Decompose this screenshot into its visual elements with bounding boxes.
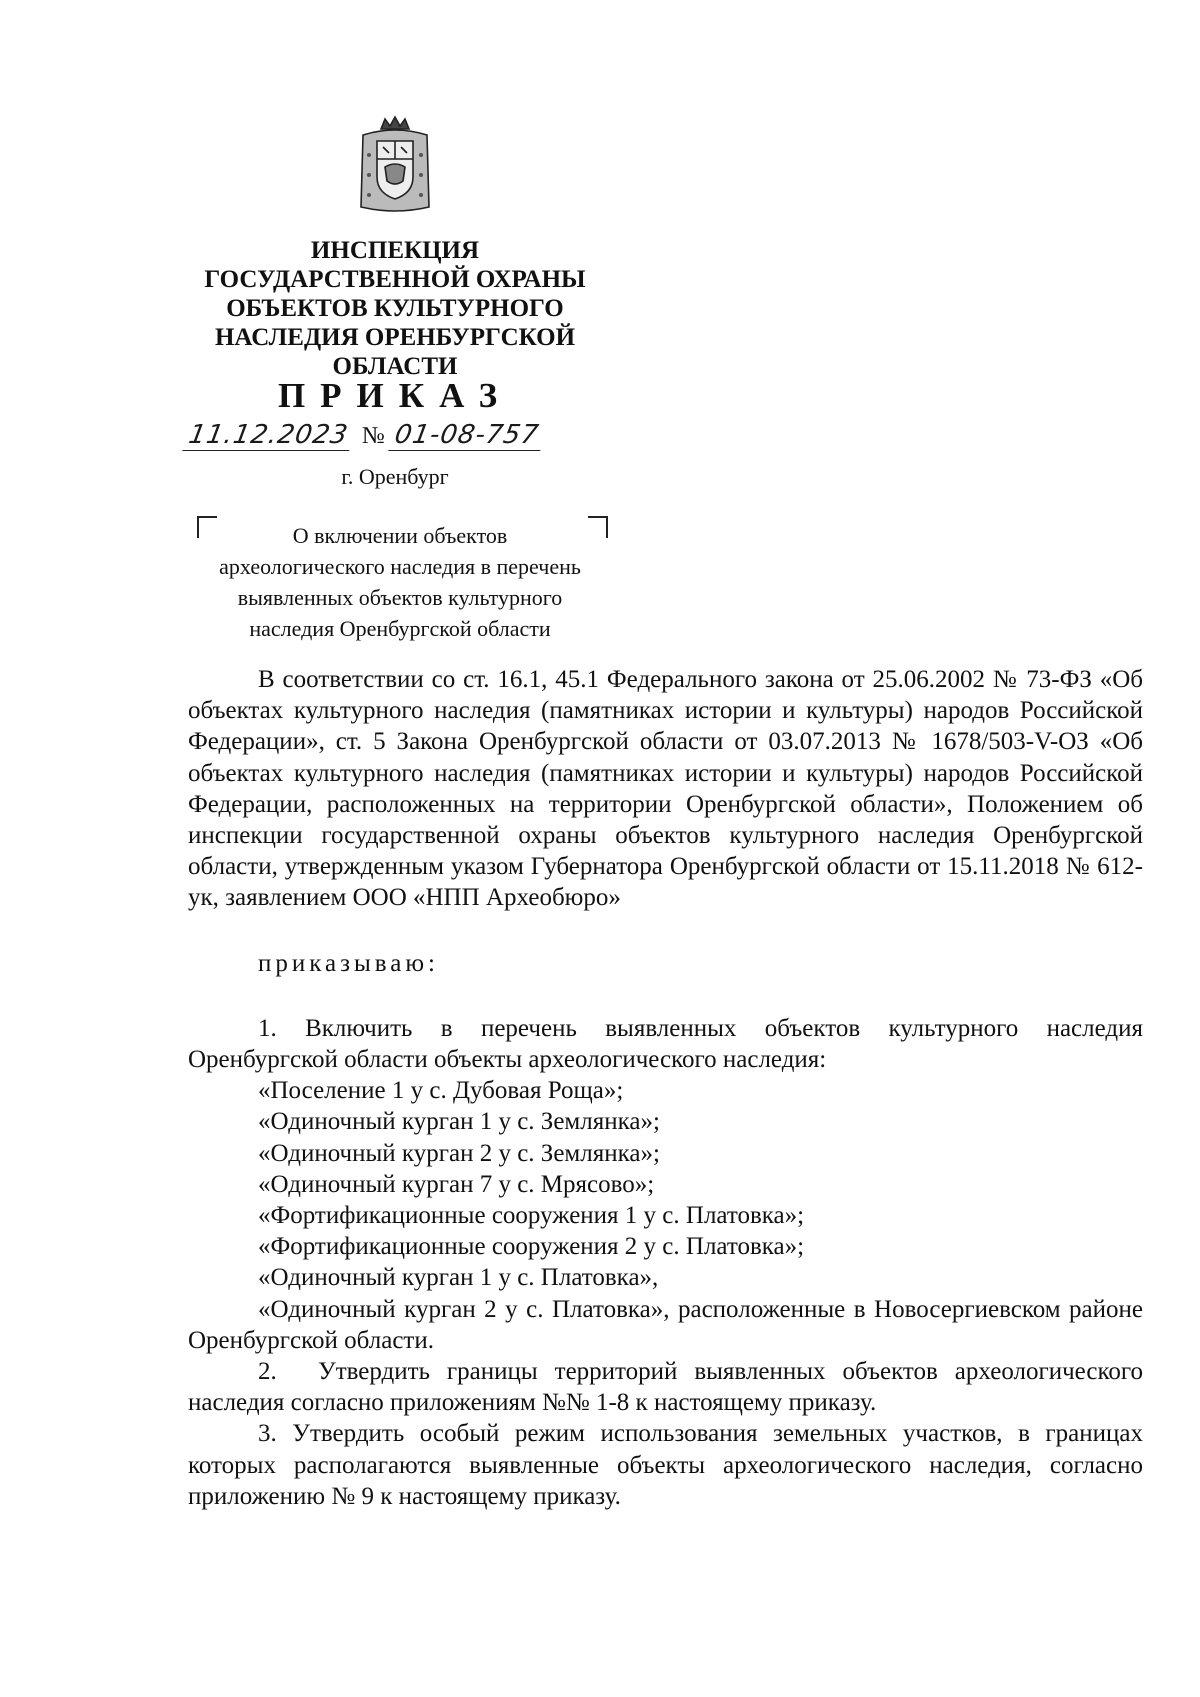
list-item: «Одиночный курган 2 у с. Землянка»; xyxy=(258,1139,660,1167)
order-date: 11.12.2023 xyxy=(182,420,354,451)
document-type-title: ПРИКАЗ xyxy=(277,376,513,415)
list-item: «Фортификационные сооружения 2 у с. Платовка»; xyxy=(258,1233,805,1261)
item2-paragraph xyxy=(188,1356,1143,1418)
agency-name xyxy=(195,236,595,381)
order-number: 01-08-757 xyxy=(388,420,545,451)
city: г. Оренбург xyxy=(341,464,449,489)
item3-paragraph: 3. Утвердить особый режим использования земельных участков, в границах которых располагаются выявленные объекты археологического наследия, согласно приложению № 9 к настоящему приказу. xyxy=(188,1420,1143,1510)
subject-line: наследия Оренбургской области xyxy=(249,616,551,641)
item1-intro: 1. Включить в перечень выявленных объектов культурного наследия Оренбургской области объекты археологического наследия: xyxy=(188,1014,1143,1074)
item2-number: 2. xyxy=(258,1358,277,1386)
list-item: «Одиночный курган 1 у с. Платовка», xyxy=(258,1264,659,1292)
subject-line: О включении объектов xyxy=(292,523,508,548)
list-item: «Фортификационные сооружения 1 у с. Платовка»; xyxy=(258,1202,805,1230)
agency-line: НАСЛЕДИЯ ОРЕНБУРГСКОЙ xyxy=(214,324,576,351)
list-item: «Одиночный курган 1 у с. Землянка»; xyxy=(258,1108,660,1136)
coat-of-arms-icon xyxy=(355,115,435,215)
item2-text: Утвердить границы территорий выявленных объектов археологического наследия согласно приложениям №№ 1-8 к настоящему приказу. xyxy=(188,1358,1143,1417)
list-item: «Одиночный курган 7 у с. Мрясово»; xyxy=(258,1170,655,1198)
agency-line: ИНСПЕКЦИЯ xyxy=(310,237,480,264)
preamble-paragraph: В соответствии со ст. 16.1, 45.1 Федерального закона от 25.06.2002 № 73-ФЗ «Об объектах культурного наследия (памятниках истории и культуры) народов Российской Федерации», ст. 5 Закона Оренбургской области от 03.07.2013 № 1678/503-V-ОЗ «Об объектах культурного наследия (памятниках истории и культуры) народов Российской Федерации, расположенных на территории Оренбургской области», Положением об инспекции государственной охраны объектов культурного наследия Оренбургской области, утвержденным указом Губернатора Оренбургской области от 15.11.2018 № 612-ук, заявлением ООО «НПП Археобюро» xyxy=(188,666,1143,912)
agency-line: ОБЛАСТИ xyxy=(332,353,458,380)
order-body xyxy=(188,664,1143,1512)
order-word: приказываю: xyxy=(258,949,439,977)
agency-line: ОБЪЕКТОВ КУЛЬТУРНОГО xyxy=(226,295,564,322)
subject-line: археологического наследия в перечень xyxy=(219,554,581,579)
list-item-last: «Одиночный курган 2 у с. Платовка», расположенные в Новосергиевском районе Оренбургской области. xyxy=(188,1295,1143,1354)
list-item: «Поселение 1 у с. Дубовая Роща»; xyxy=(258,1077,624,1105)
date-number-line xyxy=(185,420,542,460)
subject-line: выявленных объектов культурного xyxy=(237,585,563,610)
order-subject xyxy=(195,520,605,644)
number-sign: № xyxy=(361,423,385,449)
agency-line: ГОСУДАРСТВЕННОЙ ОХРАНЫ xyxy=(204,266,586,293)
